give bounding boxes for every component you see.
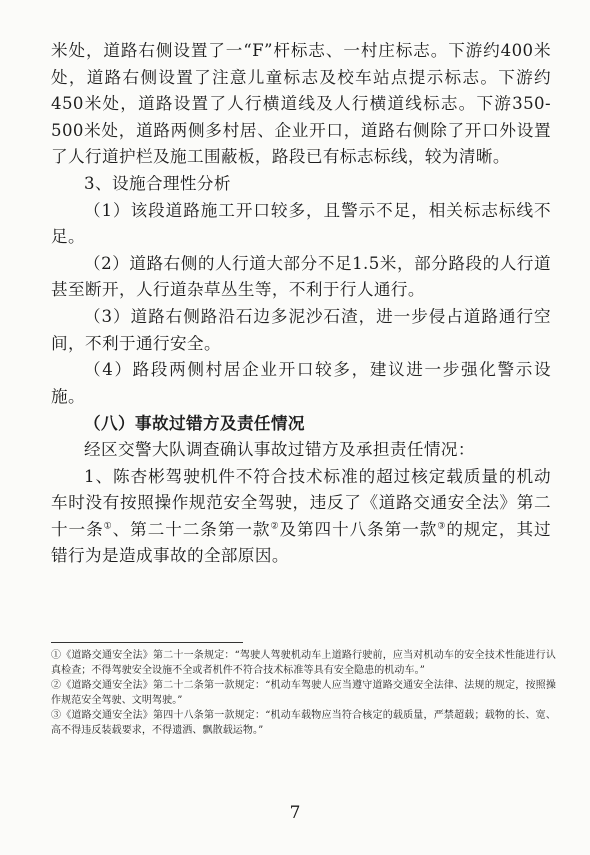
footnote-divider — [51, 642, 243, 643]
footnote-1: ①《道路交通安全法》第二十一条规定：“驾驶人驾驶机动车上道路行驶前，应当对机动车的安全技术性能进行认真检查；不得驾驶安全设施不全或者机件不符合技术标准等具有安全隐患的机动车。” — [51, 650, 556, 676]
section-heading-fault: （八）事故过错方及责任情况 — [84, 413, 305, 434]
footnote-marker-3: ③ — [437, 521, 447, 532]
footnote-marker-2: ② — [270, 521, 280, 532]
paragraph-fault-detail — [51, 464, 551, 570]
fault-text-b: 、第二十二条第一款 — [112, 519, 271, 539]
section-title-facility-analysis: 3、设施合理性分析 — [84, 173, 231, 193]
body-text — [51, 38, 551, 570]
fault-text-c: 及第四十八条第一款 — [279, 519, 438, 539]
footnotes — [51, 648, 556, 738]
paragraph-facilities-description: 米处，道路右侧设置了一“F”杆标志、一村庄标志。下游约400米处，道路右侧设置了注意儿童标志及校车站点提示标志。下游约450米处，道路设置了人行横道线及人行横道线标志。下游350-500米处，道路两侧多村居、企业开口，道路右侧除了开口外设置了人行道护栏及施工围蔽板，路段已有标志标线，较为清晰。 — [51, 41, 551, 167]
analysis-item-2: （2）道路右侧的人行道大部分不足1.5米，部分路段的人行道甚至断开，人行道杂草丛生等，不利于行人通行。 — [51, 253, 551, 300]
analysis-item-3: （3）道路右侧路沿石边多泥沙石渣，进一步侵占道路通行空间，不利于通行安全。 — [51, 306, 551, 353]
page-number: 7 — [289, 803, 301, 823]
footnote-3: ③《道路交通安全法》第四十八条第一款规定：“机动车载物应当符合核定的载质量，严禁超载；载物的长、宽、高不得违反装载要求，不得遗洒、飘散载运物。” — [51, 710, 556, 736]
fault-text-d: 的规定，其过错行为是造成事故的全部原因。 — [51, 519, 551, 566]
footnote-marker-1: ① — [103, 521, 113, 532]
fault-text-a: 1、陈杏彬驾驶机件不符合技术标准的超过核定载质量的机动车时没有按照操作规范安全驾驶，违反了《道路交通安全法》第二十一条 — [51, 466, 551, 539]
footnote-2: ②《道路交通安全法》第二十二条第一款规定：“机动车驾驶人应当遵守道路交通安全法律、法规的规定，按照操作规范安全驾驶、文明驾驶。” — [51, 680, 556, 706]
analysis-item-4: （4）路段两侧村居企业开口较多，建议进一步强化警示设施。 — [51, 360, 551, 406]
analysis-item-1: （1）该段道路施工开口较多，且警示不足，相关标志标线不足。 — [51, 200, 551, 247]
paragraph-fault-intro: 经区交警大队调查确认事故过错方及承担责任情况： — [84, 439, 475, 459]
